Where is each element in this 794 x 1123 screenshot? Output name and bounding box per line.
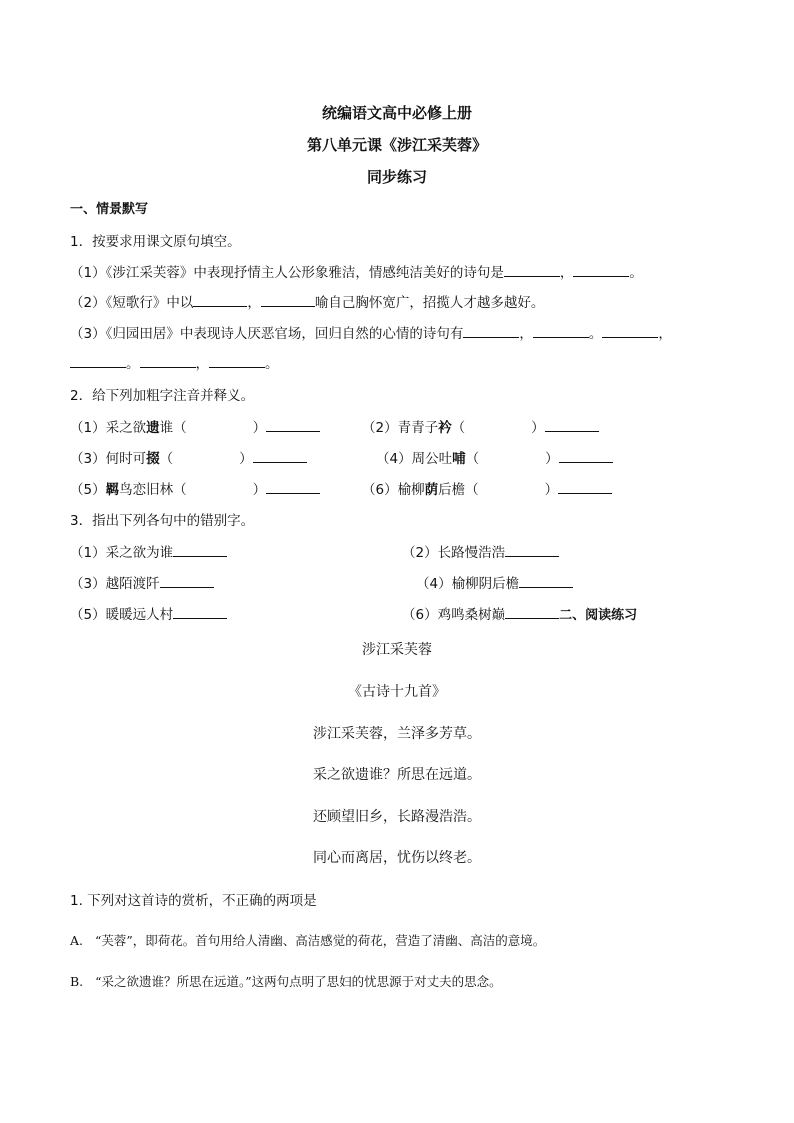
item-number: （5） — [70, 482, 106, 498]
bold-char: 哺 — [452, 451, 466, 467]
answer-blank[interactable] — [261, 293, 315, 307]
option-a[interactable] — [70, 931, 545, 949]
bold-char: 羁 — [105, 482, 120, 498]
q2-item-1: （1）采之欲遗谁（ ） — [70, 416, 320, 436]
answer-blank[interactable] — [463, 324, 519, 338]
item-text: 榆柳 — [397, 482, 425, 498]
item-number: （2） — [402, 545, 438, 561]
question-1-stem: 1．按要求用课文原句填空。 — [70, 234, 241, 250]
q3-item-3 — [70, 572, 214, 592]
answer-blank[interactable] — [173, 543, 227, 557]
question-1-line-3: （3）《归园田居》中表现诗人厌恶官场，回归自然的心情的诗句有 ， 。 ， — [70, 326, 672, 342]
item-number: （5） — [70, 607, 106, 623]
section-heading-1: 一、情景默写 — [70, 202, 149, 217]
line-text: 喻自己胸怀宽广，招揽人才越多越好。 — [314, 295, 545, 311]
item-number: （3） — [70, 451, 106, 467]
item-text: 暖暖远人村 — [105, 607, 174, 623]
answer-blank[interactable] — [559, 449, 613, 463]
option-label: B. — [70, 974, 84, 989]
q3-item-6 — [402, 603, 637, 623]
item-text: 谁 — [159, 420, 174, 436]
item-number: （1） — [70, 545, 106, 561]
poem-line: 采之欲遗谁？所思在远道。 — [313, 767, 481, 783]
option-text: “采之欲遗谁？所思在远道。”这两句点明了思妇的忧思源于对丈夫的思念。 — [95, 974, 502, 989]
item-text: 周公吐 — [411, 451, 453, 467]
answer-blank[interactable] — [519, 574, 573, 588]
answer-blank[interactable] — [140, 354, 196, 368]
q3-item-2 — [402, 541, 559, 561]
bold-char: 掇 — [146, 451, 160, 467]
answer-blank[interactable] — [533, 324, 589, 338]
option-text: “芙蓉”，即荷花。首句用给人清幽、高洁感觉的荷花，营造了清幽、高洁的意境。 — [94, 933, 546, 948]
document-title: 统编语文高中必修上册 — [321, 104, 472, 122]
bold-char: 衿 — [438, 420, 452, 436]
item-text: 采之欲为谁 — [105, 545, 174, 561]
bold-char: 遗 — [146, 420, 160, 436]
item-text: 青青子 — [397, 420, 439, 436]
item-text: 长路慢浩浩 — [437, 545, 506, 561]
lesson-title: 第八单元课《涉江采芙蓉》 — [306, 136, 487, 154]
q3-item-4 — [416, 572, 573, 592]
answer-blank[interactable] — [160, 574, 214, 588]
item-text: 后檐 — [438, 482, 466, 498]
item-number: （2） — [362, 420, 398, 436]
line-text: （1）《涉江采芙蓉》中表现抒情主人公形象雅洁，情感纯洁美好的诗句是 — [70, 265, 504, 281]
answer-blank[interactable] — [266, 480, 320, 494]
q2-item-4: （4）周公吐哺（ ） — [376, 447, 613, 467]
item-number: （6） — [362, 482, 398, 498]
answer-blank[interactable] — [173, 605, 227, 619]
poem-line: 还顾望旧乡，长路漫浩浩。 — [313, 809, 481, 825]
answer-blank[interactable] — [193, 293, 247, 307]
item-number: （4） — [416, 576, 452, 592]
answer-blank[interactable] — [70, 354, 126, 368]
poem-title: 涉江采芙蓉 — [362, 642, 432, 658]
item-text: 采之欲 — [105, 420, 147, 436]
answer-blank[interactable] — [504, 263, 560, 277]
item-number: （4） — [376, 451, 412, 467]
question-3-stem: 3．指出下列各句中的错别字。 — [70, 513, 255, 529]
q3-item-1 — [70, 541, 227, 561]
answer-blank[interactable] — [545, 418, 599, 432]
question-1-line-2: （2）《短歌行》中以 ， 喻自己胸怀宽广，招揽人才越多越好。 — [70, 295, 545, 311]
q2-item-6: （6）榆柳荫后檐（ ） — [362, 478, 612, 498]
question-1-line-1: （1）《涉江采芙蓉》中表现抒情主人公形象雅洁，情感纯洁美好的诗句是 ， 。 — [70, 265, 643, 281]
item-text: 越陌渡阡 — [105, 576, 160, 592]
bold-char: 荫 — [424, 482, 439, 498]
line-text: （3）《归园田居》中表现诗人厌恶官场，回归自然的心情的诗句有 — [70, 326, 464, 342]
q3-item-5 — [70, 603, 227, 623]
item-text: 何时可 — [105, 451, 147, 467]
item-text: 榆柳阴后檐 — [451, 576, 520, 592]
answer-blank[interactable] — [558, 480, 612, 494]
item-number: （1） — [70, 420, 106, 436]
answer-blank[interactable] — [573, 263, 629, 277]
q2-item-5: （5）羁鸟恋旧林（ ） — [70, 478, 320, 498]
item-number: （3） — [70, 576, 106, 592]
poem-line: 涉江采芙蓉，兰泽多芳草。 — [313, 726, 481, 742]
option-label: A. — [70, 933, 84, 948]
item-text: 鸟恋旧林 — [119, 482, 174, 498]
answer-blank[interactable] — [505, 543, 559, 557]
q2-item-3: （3）何时可掇（ ） — [70, 447, 307, 467]
item-number: （6） — [402, 607, 438, 623]
option-b[interactable] — [70, 972, 502, 990]
reading-question-1: 1. 下列对这首诗的赏析，不正确的两项是 — [70, 893, 317, 909]
question-1-line-3-cont: 。 ， 。 — [70, 352, 279, 372]
line-text: （2）《短歌行》中以 — [70, 295, 194, 311]
answer-blank[interactable] — [505, 605, 559, 619]
answer-blank[interactable] — [266, 418, 320, 432]
question-2-stem: 2．给下列加粗字注音并释义。 — [70, 388, 255, 404]
exercise-title: 同步练习 — [366, 168, 427, 186]
answer-blank[interactable] — [602, 324, 658, 338]
answer-blank[interactable] — [253, 449, 307, 463]
section-heading-2: 二、阅读练习 — [559, 608, 638, 623]
q2-item-2: （2）青青子衿（ ） — [362, 416, 599, 436]
poem-line: 同心而离居，忧伤以终老。 — [313, 850, 481, 866]
item-text: 鸡鸣桑树巅 — [437, 607, 506, 623]
answer-blank[interactable] — [209, 354, 265, 368]
poem-source: 《古诗十九首》 — [348, 684, 446, 700]
